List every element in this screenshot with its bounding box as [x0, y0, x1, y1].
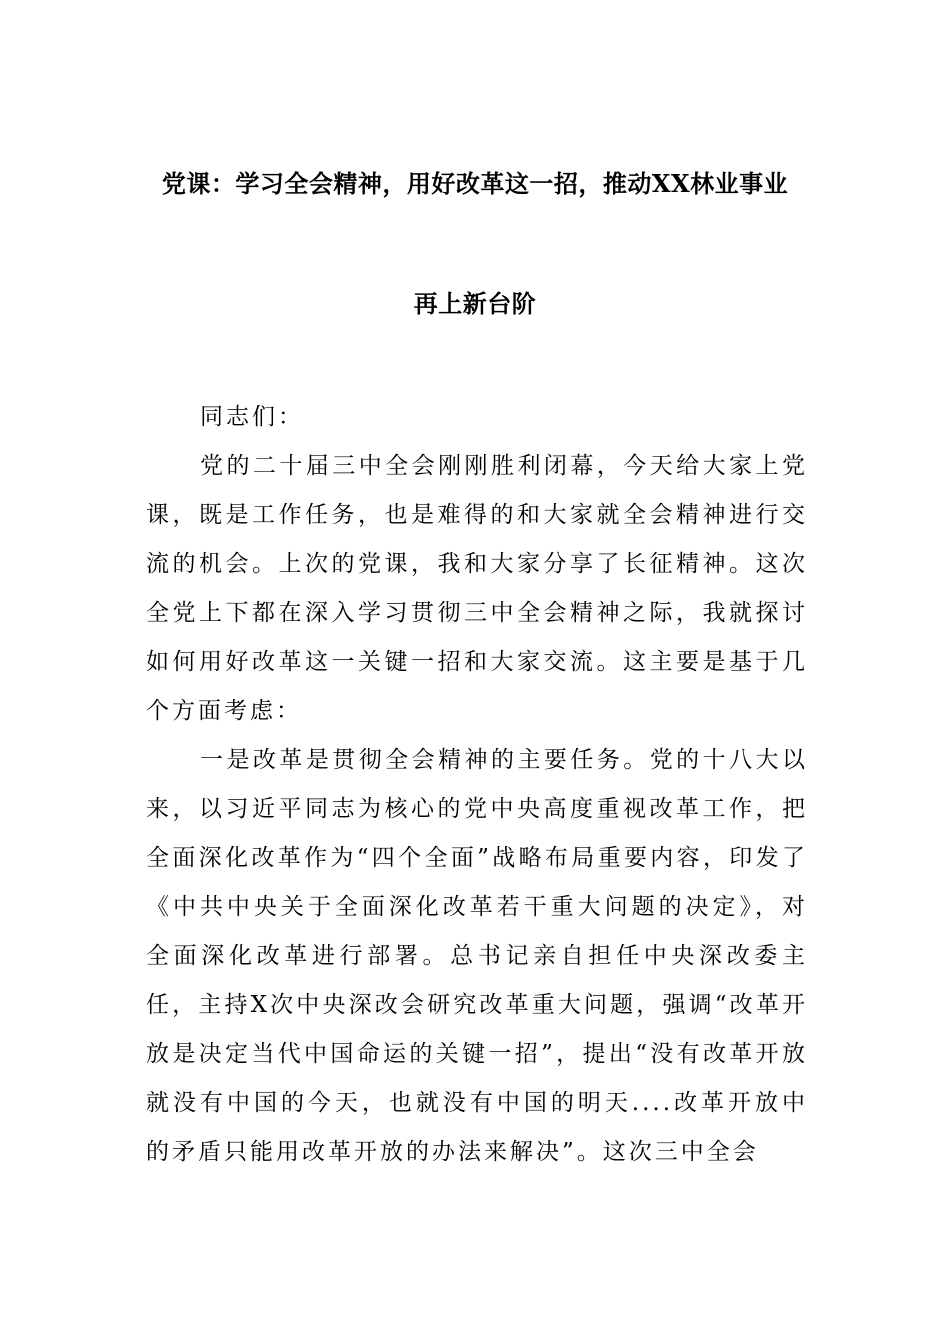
document-title-line-2: 再上新台阶 [413, 289, 537, 318]
document-title-line-1: 党课：学习全会精神，用好改革这一招，推动XX林业事业 [161, 169, 789, 198]
document-body [146, 393, 808, 1177]
body-paragraph: 一是改革是贯彻全会精神的主要任务。党的十八大以来，以习近平同志为核心的党中央高度重视改革工作，把全面深化改革作为“四个全面”战略布局重要内容，印发了《中共中央关于全面深化改革若干重大问题的决定》，对全面深化改革进行部署。总书记亲自担任中央深改委主任，主持X次中央深改会研究改革重大问题，强调“改革开放是决定当代中国命运的关键一招”，提出“没有改革开放就没有中国的今天，也就没有中国的明天....改革开放中的矛盾只能用改革开放的办法来解决”。这次三中全会 [146, 747, 808, 1165]
salutation-paragraph: 同志们： [200, 404, 304, 430]
body-paragraph: 党的二十届三中全会刚刚胜利闭幕，今天给大家上党课，既是工作任务，也是难得的和大家就全会精神进行交流的机会。上次的党课，我和大家分享了长征精神。这次全党上下都在深入学习贯彻三中全会精神之际，我就探讨如何用好改革这一关键一招和大家交流。这主要是基于几个方面考虑： [146, 453, 808, 724]
